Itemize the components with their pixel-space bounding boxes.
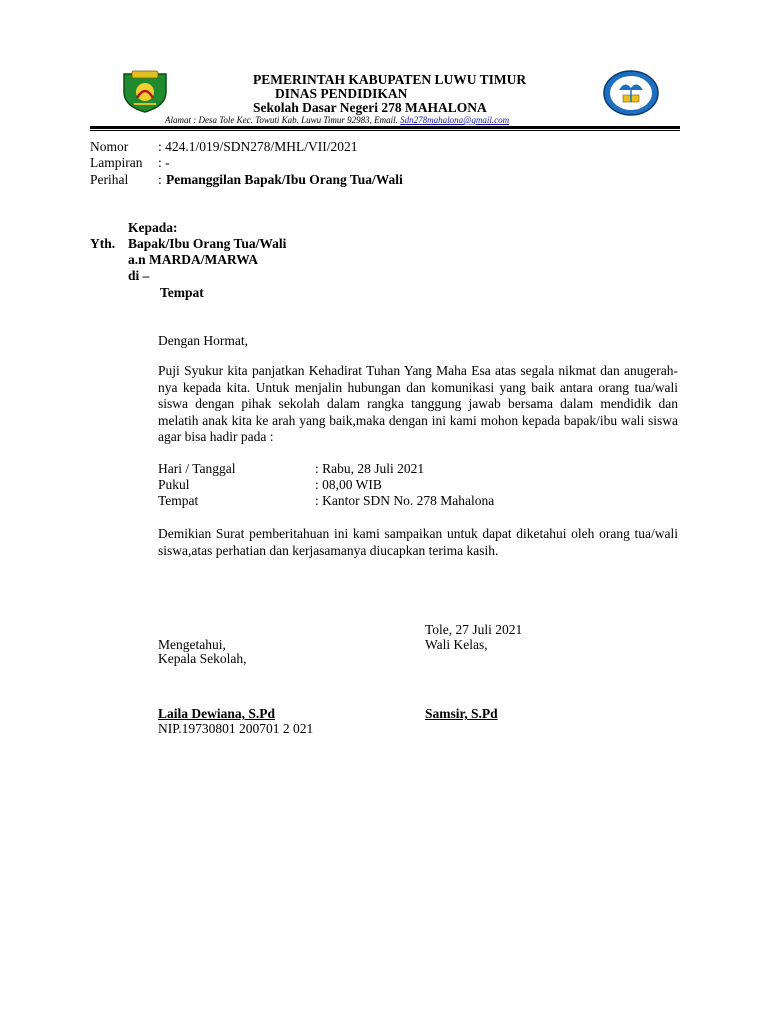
principal-name: Laila Dewiana, S.Pd bbox=[158, 706, 276, 721]
lampiran-label: Lampiran bbox=[90, 155, 143, 170]
header-rule-thin bbox=[90, 130, 680, 131]
place-date: Tole, 27 Juli 2021 bbox=[425, 622, 523, 637]
address-text: Alamat : Desa Tole Kec. Towuti Kab. Luwu Timur 92983, Email. bbox=[165, 115, 401, 125]
teacher-name: Samsir, S.Pd bbox=[425, 706, 498, 721]
principal-nip: NIP.19730801 200701 2 021 bbox=[158, 721, 314, 736]
perihal-label: Perihal bbox=[90, 172, 129, 187]
perihal-value: Pemanggilan Bapak/Ibu Orang Tua/Wali bbox=[166, 172, 403, 187]
body-paragraph-1: Puji Syukur kita panjatkan Kehadirat Tuhan Yang Maha Esa atas segala nikmat dan anugerah-nya kepada kita. Untuk menjalin hubungan dan komunikasi yang baik antara orang tua/wali siswa dengan pihak sekolah dalam rangka tanggung jawab bersama dalam mendidik dan melatih anak kita ke arah yang baik,maka dengan ini kami mohon kepada bapak/ibu wali siswa agar bisa hadir pada : bbox=[158, 363, 678, 444]
schedule-value: : Rabu, 28 Juli 2021 bbox=[315, 461, 425, 476]
recipient-line2: a.n MARDA/MARWA bbox=[128, 252, 259, 267]
schedule-label: Pukul bbox=[158, 477, 190, 492]
school-email-link[interactable]: Sdn278mahalona@gmail.com bbox=[400, 115, 510, 125]
nomor-value: : 424.1/019/SDN278/MHL/VII/2021 bbox=[158, 139, 358, 154]
recipient-kepada: Kepada: bbox=[128, 220, 178, 235]
letterhead-address bbox=[165, 115, 509, 125]
nomor-label: Nomor bbox=[90, 139, 129, 154]
schedule-value: : 08,00 WIB bbox=[315, 477, 382, 492]
letterhead-school: Sekolah Dasar Negeri 278 MAHALONA bbox=[253, 100, 487, 115]
schedule-label: Tempat bbox=[158, 493, 199, 508]
schedule-label: Hari / Tanggal bbox=[158, 461, 236, 476]
perihal-colon: : bbox=[158, 172, 162, 187]
regency-emblem-logo bbox=[120, 68, 170, 114]
recipient-line1: Bapak/Ibu Orang Tua/Wali bbox=[128, 236, 287, 251]
schedule-value: : Kantor SDN No. 278 Mahalona bbox=[315, 493, 495, 508]
right-sign-line1: Wali Kelas, bbox=[425, 637, 488, 652]
tut-wuri-handayani-logo bbox=[603, 70, 659, 116]
letterhead-office: DINAS PENDIDIKAN bbox=[275, 86, 408, 101]
left-sign-line2: Kepala Sekolah, bbox=[158, 651, 247, 666]
left-sign-line1: Mengetahui, bbox=[158, 637, 226, 652]
recipient-line3: di – bbox=[128, 268, 150, 283]
letterhead-government: PEMERINTAH KABUPATEN LUWU TIMUR bbox=[253, 72, 527, 87]
body-paragraph-2: Demikian Surat pemberitahuan ini kami sampaikan untuk dapat diketahui oleh orang tua/wali siswa,atas perhatian dan kerjasamanya diucapkan terima kasih. bbox=[158, 526, 678, 558]
lampiran-value: : - bbox=[158, 155, 170, 170]
recipient-line4: Tempat bbox=[160, 285, 204, 300]
greeting: Dengan Hormat, bbox=[158, 333, 248, 348]
header-rule-thick bbox=[90, 126, 680, 129]
recipient-yth: Yth. bbox=[90, 236, 116, 251]
